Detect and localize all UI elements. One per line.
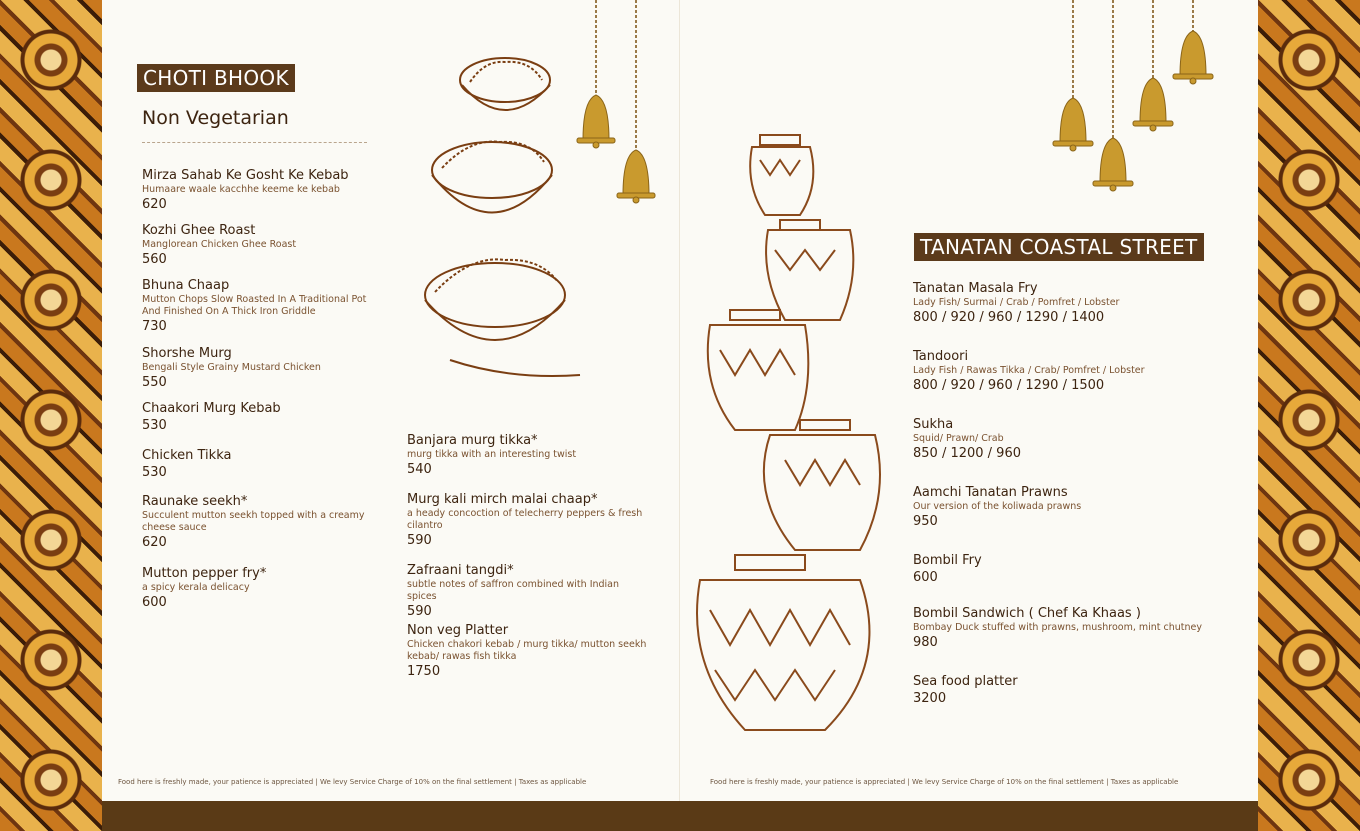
item-desc: Our version of the koliwada prawns: [913, 501, 1082, 512]
menu-item: [913, 485, 1213, 530]
item-name: Non veg Platter: [407, 623, 509, 638]
item-price: 730: [142, 319, 167, 334]
menu-item: [407, 563, 647, 620]
menu-item: [142, 168, 382, 213]
item-desc: Bengali Style Grainy Mustard Chicken: [142, 362, 321, 373]
item-price: 590: [407, 533, 432, 548]
item-name: Zafraani tangdi*: [407, 563, 514, 578]
item-name: Kozhi Ghee Roast: [142, 223, 256, 238]
item-name: Bombil Sandwich ( Chef Ka Khaas ): [913, 606, 1141, 621]
item-price: 530: [142, 418, 167, 433]
item-desc: murg tikka with an interesting twist: [407, 449, 577, 460]
item-name: Bombil Fry: [913, 553, 982, 568]
item-desc: Squid/ Prawn/ Crab: [913, 433, 1004, 444]
menu-item: [407, 433, 647, 478]
item-price: 800 / 920 / 960 / 1290 / 1500: [913, 378, 1105, 393]
menu-item: [142, 223, 382, 268]
item-price: 950: [913, 514, 938, 529]
section-banner-tanatan-coastal-street: TANATAN COASTAL STREET: [914, 233, 1204, 261]
menu-item: [913, 281, 1213, 326]
stacked-pots-illustration: [690, 125, 890, 740]
menu-item: [913, 553, 1213, 586]
item-name: Mutton pepper fry*: [142, 566, 267, 581]
item-name: Chaakori Murg Kebab: [142, 401, 281, 416]
item-desc: subtle notes of saffron combined with Indian spices: [407, 579, 620, 602]
menu-item: [142, 278, 382, 335]
left-mandala-border: [0, 0, 102, 831]
item-desc: Humaare waale kacchhe keeme ke kebab: [142, 184, 340, 195]
item-price: 550: [142, 375, 167, 390]
item-desc: Bombay Duck stuffed with prawns, mushroom, mint chutney: [913, 622, 1203, 633]
item-desc: a heady concoction of telecherry peppers & fresh cilantro: [407, 508, 643, 531]
item-price: 540: [407, 462, 432, 477]
menu-item: [142, 566, 382, 611]
item-desc: Lady Fish/ Surmai / Crab / Pomfret / Lobster: [913, 297, 1120, 308]
hanging-bells-left: [565, 0, 665, 210]
item-price: 3200: [913, 691, 947, 706]
menu-item: [142, 346, 382, 391]
divider: [142, 142, 367, 143]
subheading-non-vegetarian: Non Vegetarian: [142, 107, 289, 129]
item-price: 560: [142, 252, 167, 267]
menu-item: [142, 494, 382, 551]
item-name: Sea food platter: [913, 674, 1018, 689]
footer-note-left: Food here is freshly made, your patience is appreciated | We levy Service Charge of 10% on the final settlement | Taxes as applicable: [118, 778, 587, 786]
item-price: 620: [142, 535, 167, 550]
item-price: 530: [142, 465, 167, 480]
menu-item: [913, 674, 1213, 707]
menu-item: [407, 623, 647, 680]
bottom-bar: [102, 801, 1258, 831]
item-name: Aamchi Tanatan Prawns: [913, 485, 1068, 500]
item-name: Bhuna Chaap: [142, 278, 230, 293]
item-name: Tanatan Masala Fry: [913, 281, 1038, 296]
item-price: 800 / 920 / 960 / 1290 / 1400: [913, 310, 1105, 325]
item-desc: Mutton Chops Slow Roasted In A Traditional Pot And Finished On A Thick Iron Griddle: [142, 294, 367, 317]
item-name: Sukha: [913, 417, 954, 432]
item-price: 600: [142, 595, 167, 610]
item-name: Raunake seekh*: [142, 494, 248, 509]
item-desc: a spicy kerala delicacy: [142, 582, 250, 593]
item-name: Shorshe Murg: [142, 346, 232, 361]
item-price: 850 / 1200 / 960: [913, 446, 1021, 461]
menu-item: [913, 606, 1213, 651]
menu-item: [407, 492, 647, 549]
section-banner-choti-bhook: CHOTI BHOOK: [137, 64, 295, 92]
menu-item: [913, 417, 1213, 462]
hanging-bells-right: [1045, 0, 1225, 200]
item-desc: Manglorean Chicken Ghee Roast: [142, 239, 297, 250]
page-spine: [679, 0, 680, 801]
footer-note-right: Food here is freshly made, your patience is appreciated | We levy Service Charge of 10% on the final settlement | Taxes as applicable: [710, 778, 1179, 786]
menu-item: [913, 349, 1213, 394]
item-desc: Lady Fish / Rawas Tikka / Crab/ Pomfret / Lobster: [913, 365, 1145, 376]
item-name: Mirza Sahab Ke Gosht Ke Kebab: [142, 168, 349, 183]
item-name: Murg kali mirch malai chaap*: [407, 492, 598, 507]
menu-item: [142, 401, 382, 434]
item-name: Chicken Tikka: [142, 448, 232, 463]
item-name: Tandoori: [913, 349, 969, 364]
item-price: 1750: [407, 664, 441, 679]
menu-item: [142, 448, 382, 481]
item-price: 600: [913, 570, 938, 585]
item-desc: Chicken chakori kebab / murg tikka/ mutton seekh kebab/ rawas fish tikka: [407, 639, 647, 662]
item-price: 980: [913, 635, 938, 650]
item-desc: Succulent mutton seekh topped with a creamy cheese sauce: [142, 510, 365, 533]
item-name: Banjara murg tikka*: [407, 433, 538, 448]
right-mandala-border: [1258, 0, 1360, 831]
item-price: 590: [407, 604, 432, 619]
stacked-bowls-illustration: [410, 50, 590, 385]
item-price: 620: [142, 197, 167, 212]
